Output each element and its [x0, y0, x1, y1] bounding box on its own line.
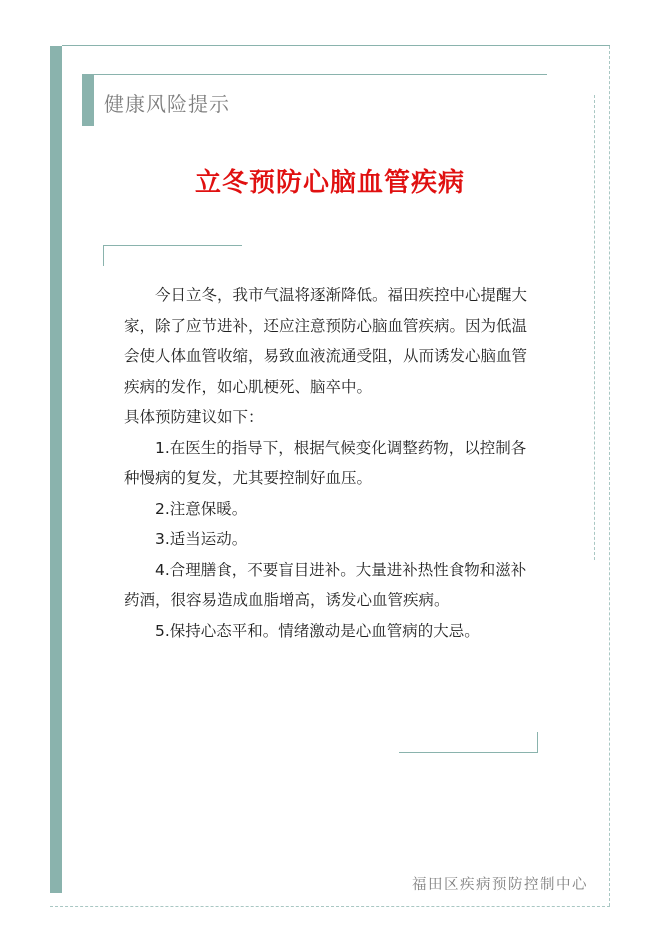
advice-item-5: 5.保持心态平和。情绪激动是心血管病的大忌。 [155, 621, 480, 640]
advice-item-2: 2.注意保暖。 [155, 499, 248, 518]
intro-paragraph: 今日立冬，我市气温将逐渐降低。福田疾控中心提醒大家，除了应节进补，还应注意预防心脑血管疾病。因为低温会使人体血管收缩，易致血液流通受阻，从而诱发心脑血管疾病的发作，如心肌梗死、脑卒中。 [124, 286, 528, 396]
top-left-corner-bracket [103, 245, 242, 266]
advice-item-1: 1.在医生的指导下，根据气候变化调整药物，以控制各种慢病的复发，尤其要控制好血压。 [124, 438, 527, 487]
header-top-line [94, 74, 547, 75]
bottom-dashed-border [50, 906, 610, 907]
advice-item-4: 4.合理膳食，不要盲目进补。大量进补热性食物和滋补药酒，很容易造成血脂增高，诱发心血管疾病。 [124, 560, 527, 609]
section-label: 健康风险提示 [104, 92, 230, 116]
advice-item-3: 3.适当运动。 [155, 530, 248, 548]
footer-organization: 福田区疾病预防控制中心 [412, 877, 588, 893]
article-body [124, 280, 534, 646]
bottom-right-corner-bracket [399, 732, 538, 753]
top-border-line [62, 45, 610, 46]
advice-intro: 具体预防建议如下： [124, 408, 264, 426]
header-accent-bar [82, 74, 94, 126]
page-title: 立冬预防心脑血管疾病 [194, 168, 465, 198]
